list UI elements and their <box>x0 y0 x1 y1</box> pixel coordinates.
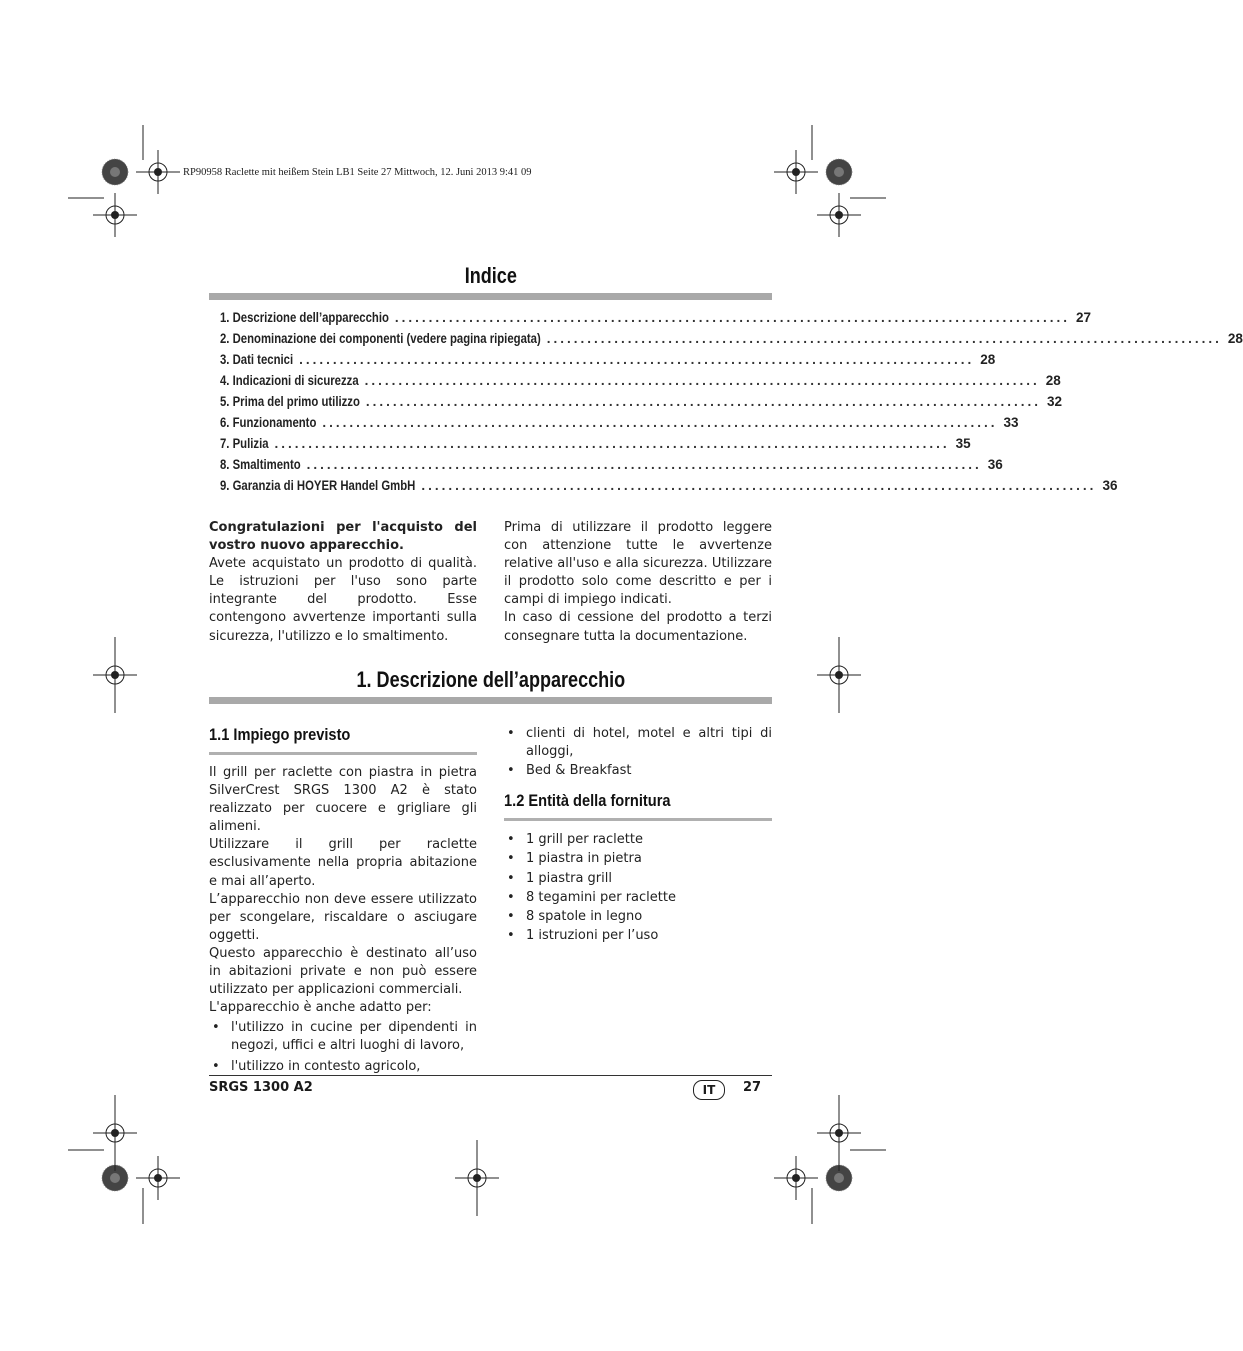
list-item: • Bed & Breakfast <box>504 762 772 780</box>
section11-bullets <box>209 1019 477 1075</box>
intro-left-column <box>209 519 477 646</box>
section12-title: 1.2 Entità della fornitura <box>504 791 671 810</box>
intro-left-text: Avete acquistato un prodotto di qualità. Le istruzioni per l'uso sono parte integrante del prodotto. Esse contengono avvertenze importanti sulla sicurezza, l'utilizzo e lo smaltimento. <box>209 556 477 644</box>
toc-entry[interactable]: 6. Funzionamento .................................................................................................... 33 <box>220 415 1019 430</box>
page-number: 27 <box>743 1080 762 1095</box>
toc-entry[interactable]: 7. Pulizia .................................................................................................... 35 <box>220 436 971 451</box>
toc-entry[interactable]: 9. Garanzia di HOYER Handel GmbH .................................................................................................... 36 <box>220 478 1118 493</box>
list-item: • l'utilizzo in contesto agricolo, <box>209 1058 477 1076</box>
toc-entry[interactable]: 5. Prima del primo utilizzo .................................................................................................... 32 <box>220 394 1062 409</box>
footer-rule <box>209 1075 772 1076</box>
section12-list <box>504 830 772 946</box>
list-item: • clienti di hotel, motel e altri tipi di alloggi, <box>504 725 772 761</box>
print-slug: RP90958 Raclette mit heißem Stein LB1 Seite 27 Mittwoch, 12. Juni 2013 9:41 09 <box>183 167 532 178</box>
list-item: • 1 istruzioni per l’uso <box>504 926 772 945</box>
toc-entry[interactable]: 4. Indicazioni di sicurezza .................................................................................................... 28 <box>220 373 1061 388</box>
section11-body: Il grill per raclette con piastra in pietra SilverCrest SRGS 1300 A2 è stato realizzato per cuocere e grigliare gli alimeni. Utilizzare il grill per raclette esclusivamente nella propria abitazione e mai all’aperto. L’apparecchio non deve essere utilizzato per scongelare, riscaldare o asciugare oggetti. Questo apparecchio è destinato all’uso in abitazioni private e non può essere utilizzato per applicazioni commerciali. L'apparecchio è anche adatto per: • l'utilizzo in cucine per dipendenti in negozi, uffici e altri luoghi di lavoro, • l'utilizzo in contesto agricolo, <box>209 764 477 1076</box>
language-badge: IT <box>693 1080 725 1100</box>
section1-title: 1. Descrizione dell’apparecchio <box>356 667 625 692</box>
index-title: Indice <box>464 263 517 288</box>
toc-entry[interactable]: 2. Denominazione dei componenti (vedere pagina ripiegata) .................................................................................................... 28 <box>220 331 1243 346</box>
list-item: • 1 piastra in pietra <box>504 849 772 868</box>
index-title-bar <box>209 293 772 300</box>
toc-entry[interactable]: 8. Smaltimento .................................................................................................... 36 <box>220 457 1003 472</box>
intro-right-column <box>504 519 772 646</box>
section12-rule <box>504 818 772 821</box>
section11-rule <box>209 752 477 755</box>
list-item: • l'utilizzo in cucine per dipendenti in negozi, uffici e altri luoghi di lavoro, <box>209 1019 477 1055</box>
section11-title: 1.1 Impiego previsto <box>209 725 351 744</box>
section1-title-bar <box>209 697 772 704</box>
list-item: • 1 piastra grill <box>504 869 772 888</box>
intro-right-text-2: In caso di cessione del prodotto a terzi consegnare tutta la documentazione. <box>504 610 772 644</box>
footer-model: SRGS 1300 A2 <box>209 1080 313 1095</box>
toc-entry[interactable]: 1. Descrizione dell’apparecchio .................................................................................................... 27 <box>220 310 1092 325</box>
intro-heading: Congratulazioni per l'acquisto del vostro nuovo apparecchio. <box>209 520 477 554</box>
intro-right-text-1: Prima di utilizzare il prodotto leggere con attenzione tutte le avvertenze relative all'uso e alla sicurezza. Utilizzare il prodotto solo come descritto e per i campi di impiego indicati. <box>504 520 772 608</box>
table-of-contents <box>220 310 1243 499</box>
list-item: • 1 grill per raclette <box>504 830 772 849</box>
section11-bullets-continued <box>504 725 772 780</box>
list-item: • 8 spatole in legno <box>504 907 772 926</box>
toc-entry[interactable]: 3. Dati tecnici .................................................................................................... 28 <box>220 352 996 367</box>
list-item: • 8 tegamini per raclette <box>504 888 772 907</box>
